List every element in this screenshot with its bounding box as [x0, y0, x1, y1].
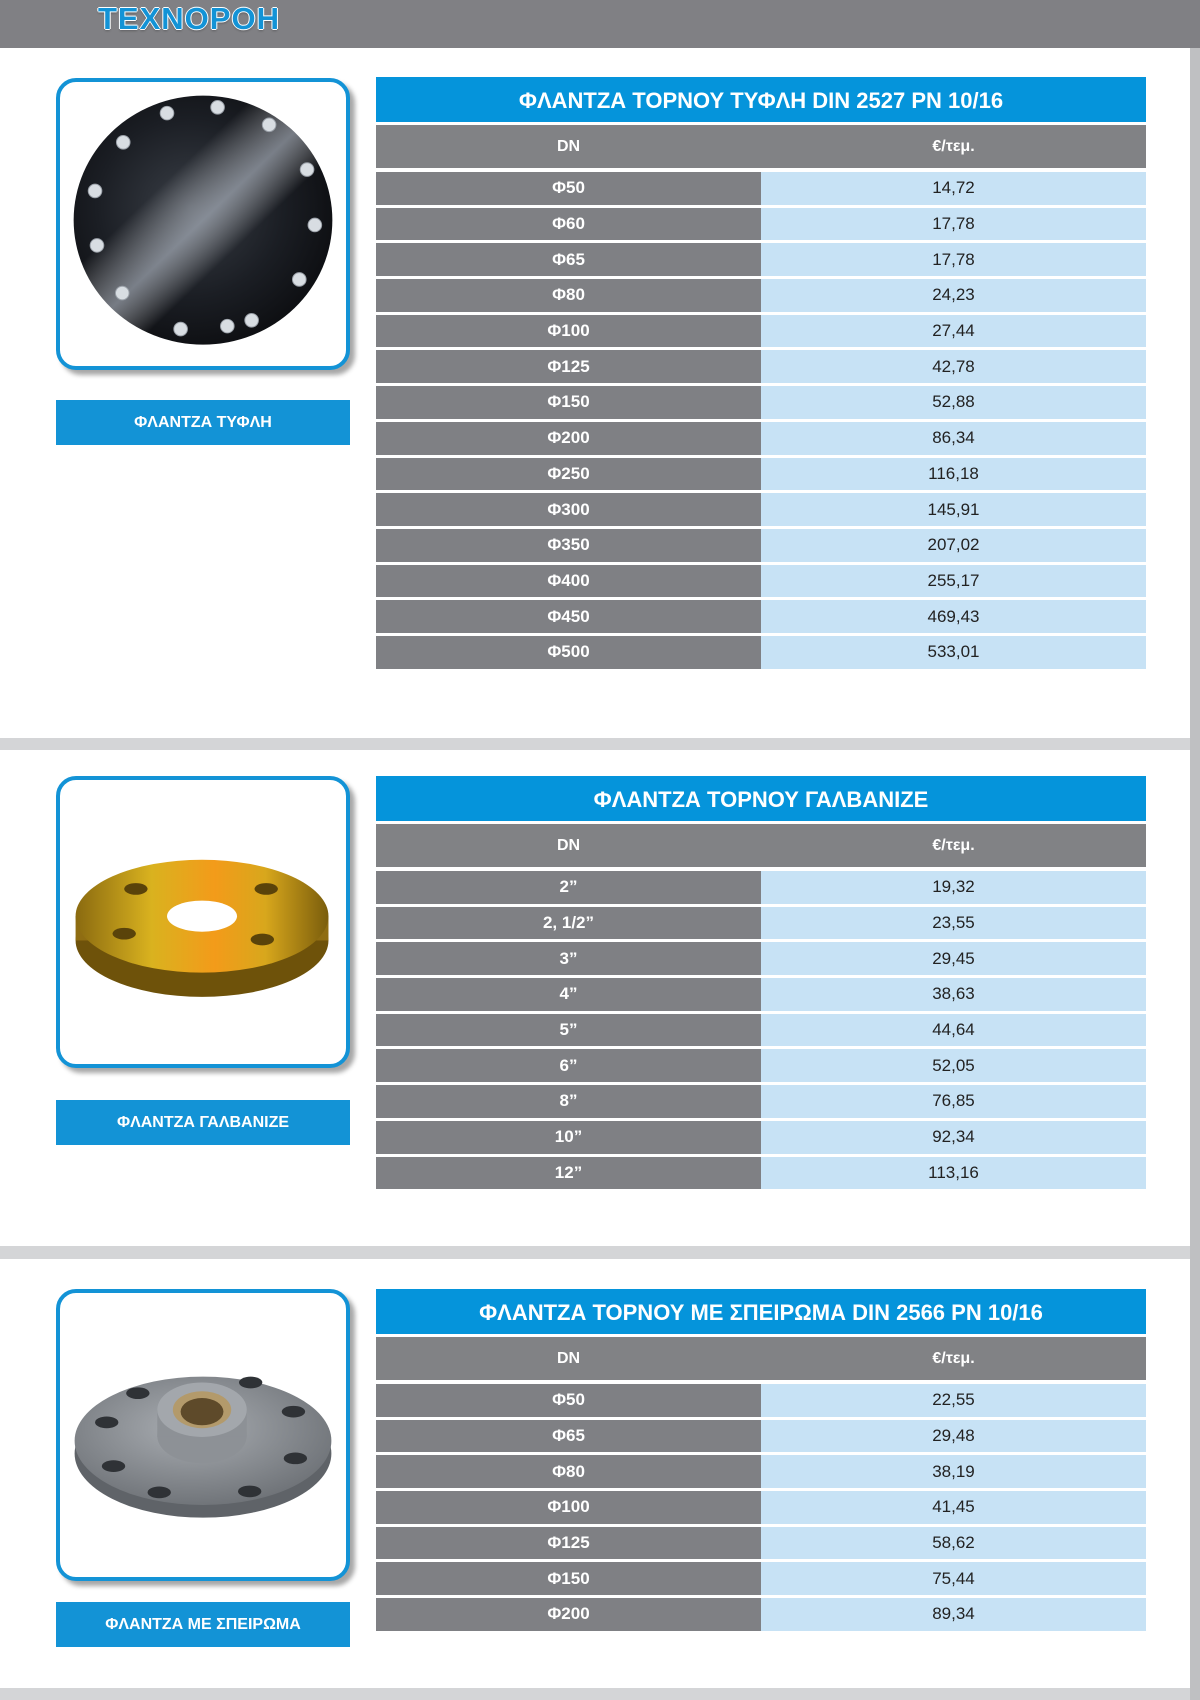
threaded-flange-photo — [56, 1289, 350, 1581]
cell-price: 29,45 — [761, 942, 1146, 975]
table-row — [376, 1455, 1146, 1491]
cell-dn: Φ250 — [376, 458, 761, 491]
cell-price: 52,05 — [761, 1049, 1146, 1082]
cell-dn: Φ50 — [376, 172, 761, 205]
table-row — [376, 1121, 1146, 1157]
table-row — [376, 565, 1146, 601]
table-row — [376, 907, 1146, 943]
cell-price: 38,63 — [761, 978, 1146, 1011]
cell-price: 38,19 — [761, 1455, 1146, 1488]
table-row — [376, 1384, 1146, 1420]
cell-price: 41,45 — [761, 1491, 1146, 1524]
table-row — [376, 1049, 1146, 1085]
table-row — [376, 279, 1146, 315]
cell-dn: Φ125 — [376, 1527, 761, 1560]
cell-dn: Φ350 — [376, 529, 761, 562]
cell-dn: Φ65 — [376, 1420, 761, 1453]
column-header-price: €/τεμ. — [932, 1349, 975, 1367]
table-row — [376, 350, 1146, 386]
table-row — [376, 871, 1146, 907]
table-row — [376, 942, 1146, 978]
cell-price: 75,44 — [761, 1562, 1146, 1595]
galvanized-flange-photo — [56, 776, 350, 1068]
table-row — [376, 1598, 1146, 1634]
cell-price: 207,02 — [761, 529, 1146, 562]
cell-price: 113,16 — [761, 1157, 1146, 1190]
table-row — [376, 243, 1146, 279]
table-header — [376, 1337, 1146, 1380]
cell-dn: Φ125 — [376, 350, 761, 383]
cell-dn: Φ80 — [376, 1455, 761, 1488]
cell-dn: 8” — [376, 1085, 761, 1118]
cell-price: 17,78 — [761, 208, 1146, 241]
cell-dn: 4” — [376, 978, 761, 1011]
price-table-galvanized-flange — [376, 776, 1146, 1192]
table-row — [376, 386, 1146, 422]
cell-dn: Φ200 — [376, 422, 761, 455]
table-row — [376, 529, 1146, 565]
cell-dn: 5” — [376, 1014, 761, 1047]
cell-price: 29,48 — [761, 1420, 1146, 1453]
cell-dn: Φ450 — [376, 600, 761, 633]
cell-dn: Φ200 — [376, 1598, 761, 1631]
table-row — [376, 208, 1146, 244]
column-header-dn: DN — [556, 1349, 581, 1367]
cell-price: 92,34 — [761, 1121, 1146, 1154]
cell-dn: Φ150 — [376, 1562, 761, 1595]
product-section-galvanized-flange — [0, 750, 1190, 1246]
table-row — [376, 493, 1146, 529]
cell-dn: Φ500 — [376, 636, 761, 669]
table-row — [376, 1491, 1146, 1527]
table-row — [376, 1562, 1146, 1598]
price-table-threaded-flange — [376, 1289, 1146, 1634]
cell-price: 533,01 — [761, 636, 1146, 669]
cell-price: 17,78 — [761, 243, 1146, 276]
table-row — [376, 315, 1146, 351]
header-bar — [0, 0, 1200, 48]
table-title: ΦΛΑΝΤΖΑ ΤΟΡΝΟΥ ΜΕ ΣΠΕΙΡΩΜΑ DIN 2566 PN 10/16 — [376, 1289, 1146, 1334]
cell-price: 22,55 — [761, 1384, 1146, 1417]
cell-price: 14,72 — [761, 172, 1146, 205]
product-section-threaded-flange — [0, 1259, 1190, 1688]
table-row — [376, 1157, 1146, 1193]
cell-price: 27,44 — [761, 315, 1146, 348]
cell-dn: 2” — [376, 871, 761, 904]
cell-price: 19,32 — [761, 871, 1146, 904]
column-header-dn: DN — [556, 137, 581, 155]
table-row — [376, 458, 1146, 494]
price-table-blind-flange — [376, 77, 1146, 672]
cell-price: 52,88 — [761, 386, 1146, 419]
cell-dn: Φ60 — [376, 208, 761, 241]
column-header-price: €/τεμ. — [932, 836, 975, 854]
table-header — [376, 824, 1146, 867]
table-header — [376, 125, 1146, 168]
cell-dn: 10” — [376, 1121, 761, 1154]
blind-flange-image-icon — [60, 82, 346, 366]
cell-price: 24,23 — [761, 279, 1146, 312]
table-row — [376, 600, 1146, 636]
table-row — [376, 1527, 1146, 1563]
cell-dn: Φ65 — [376, 243, 761, 276]
cell-dn: Φ100 — [376, 1491, 761, 1524]
cell-dn: 12” — [376, 1157, 761, 1190]
cell-price: 255,17 — [761, 565, 1146, 598]
cell-dn: Φ300 — [376, 493, 761, 526]
cell-dn: 2, 1/2” — [376, 907, 761, 940]
cell-price: 469,43 — [761, 600, 1146, 633]
cell-price: 42,78 — [761, 350, 1146, 383]
cell-dn: Φ100 — [376, 315, 761, 348]
table-row — [376, 1420, 1146, 1456]
threaded-flange-caption: ΦΛΑΝΤΖΑ ΜΕ ΣΠΕΙΡΩΜΑ — [56, 1602, 350, 1647]
cell-dn: 6” — [376, 1049, 761, 1082]
cell-dn: Φ400 — [376, 565, 761, 598]
galvanized-flange-caption: ΦΛΑΝΤΖΑ ΓΑΛΒΑΝΙΖΕ — [56, 1100, 350, 1145]
brand-logo: ΤΕΧΝΟΡΟΗ — [98, 1, 280, 36]
cell-price: 44,64 — [761, 1014, 1146, 1047]
cell-price: 86,34 — [761, 422, 1146, 455]
cell-dn: Φ150 — [376, 386, 761, 419]
cell-price: 145,91 — [761, 493, 1146, 526]
cell-dn: Φ80 — [376, 279, 761, 312]
table-row — [376, 1085, 1146, 1121]
column-header-price: €/τεμ. — [932, 137, 975, 155]
product-section-blind-flange — [0, 48, 1190, 738]
table-row — [376, 1014, 1146, 1050]
table-body — [376, 172, 1146, 672]
cell-price: 76,85 — [761, 1085, 1146, 1118]
table-title: ΦΛΑΝΤΖΑ ΤΟΡΝΟΥ ΓΑΛΒΑΝΙΖΕ — [376, 776, 1146, 821]
blind-flange-photo — [56, 78, 350, 370]
galvanized-flange-image-icon — [60, 780, 346, 1064]
cell-price: 58,62 — [761, 1527, 1146, 1560]
table-row — [376, 978, 1146, 1014]
column-header-dn: DN — [556, 836, 581, 854]
table-row — [376, 422, 1146, 458]
cell-dn: 3” — [376, 942, 761, 975]
table-title: ΦΛΑΝΤΖΑ ΤΟΡΝΟΥ ΤΥΦΛΗ DIN 2527 PN 10/16 — [376, 77, 1146, 122]
cell-price: 89,34 — [761, 1598, 1146, 1631]
cell-price: 23,55 — [761, 907, 1146, 940]
cell-dn: Φ50 — [376, 1384, 761, 1417]
cell-price: 116,18 — [761, 458, 1146, 491]
page-edge-strip — [1190, 48, 1200, 1700]
threaded-flange-image-icon — [60, 1293, 346, 1577]
blind-flange-caption: ΦΛΑΝΤΖΑ ΤΥΦΛΗ — [56, 400, 350, 445]
table-body — [376, 1384, 1146, 1634]
table-row — [376, 636, 1146, 672]
table-body — [376, 871, 1146, 1192]
table-row — [376, 172, 1146, 208]
